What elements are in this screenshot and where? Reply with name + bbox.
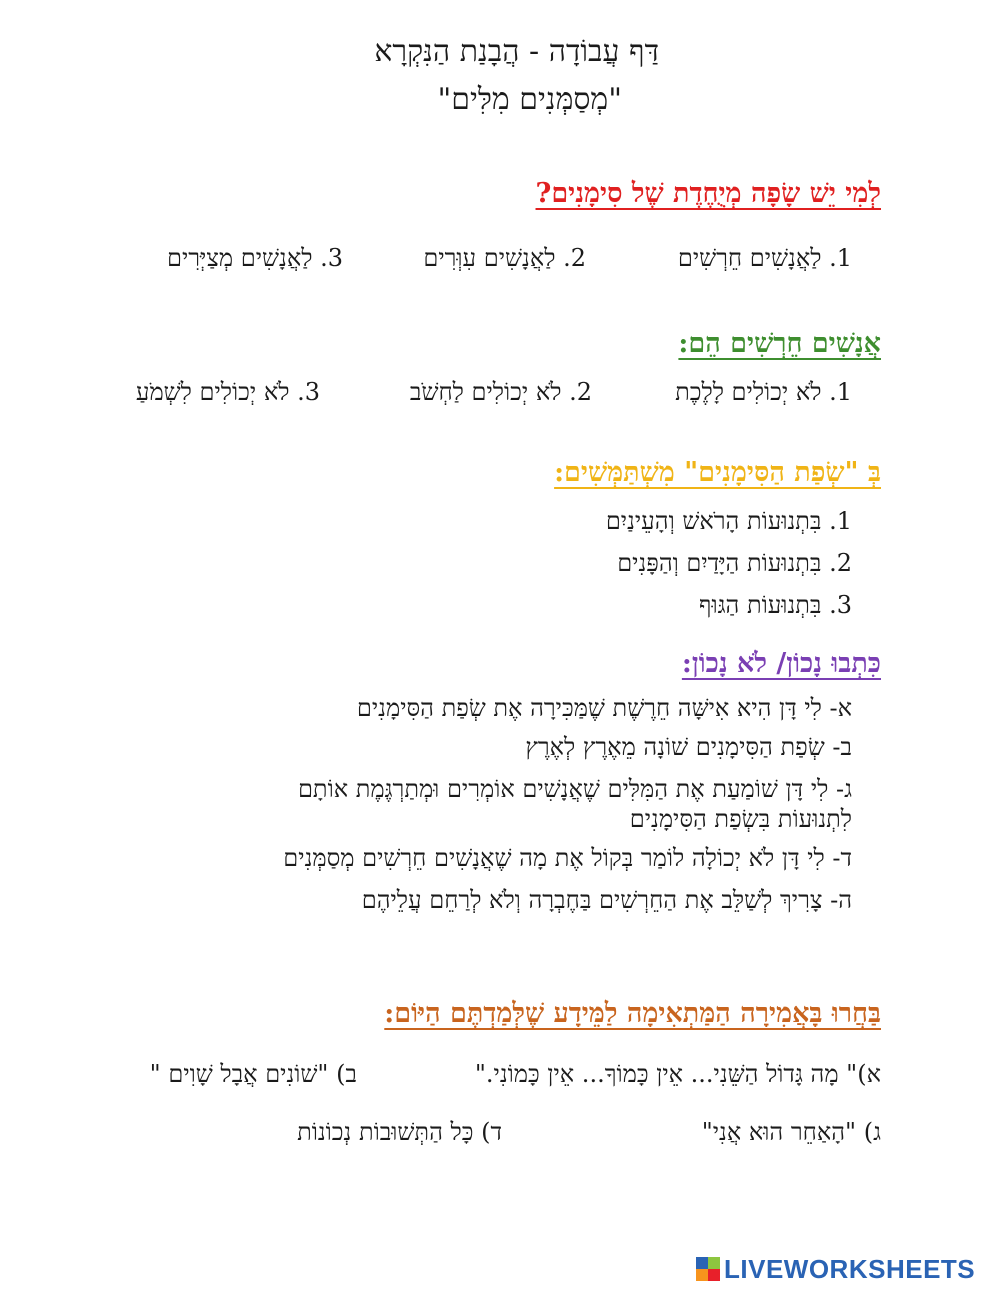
section2-option-3: 3. לֹא יְכוֹלִים לִשְׁמֹעַ: [135, 378, 320, 406]
section1-option-1: 1. לַאֲנָשִׁים חֵרְשִׁים: [677, 244, 852, 272]
page-title-line2: "מְסַמְּנִים מִלִּים": [437, 82, 622, 117]
statement-c: ג- לִי דָּן שׁוֹמַעַת אֶת הַמִּלִּים שֶׁאֲנָשִׁים אוֹמְרִים וּמְתַרְגֶּמֶת אוֹתָם: [297, 775, 852, 803]
choice-c: ג) "הָאַחֵר הוּא אֲנִי": [701, 1118, 881, 1146]
statement-b: ב- שְׂפַת הַסִּימָנִים שׁוֹנָה מֵאֶרֶץ לְאֶרֶץ: [525, 733, 852, 761]
section1-heading: לְמִי יֵשׁ שָׂפָה מְיֻחֶדֶת שֶׁל סִימָנִים?: [535, 178, 881, 209]
liveworksheets-logo-mark-icon: [696, 1257, 720, 1281]
section3-item-2: 2. בִּתְנוּעוֹת הַיָּדַיִם וְהַפָּנִים: [617, 549, 852, 577]
statement-e: ה- צָרִיךְ לְשַׁלֵּב אֶת הַחֵרְשִׁים בַּחֶבְרָה וְלֹא לְרַחֵם עֲלֵיהֶם: [361, 886, 852, 914]
section3-item-1: 1. בִּתְנוּעוֹת הָרֹאשׁ וְהָעֵינַיִם: [605, 507, 852, 535]
section3-heading: בְּ "שְׂפַת הַסִּימָנִים" מִשְׁתַּמְּשִׁים:: [554, 457, 881, 488]
section2-option-1: 1. לֹא יְכוֹלִים לָלֶכֶת: [675, 378, 852, 406]
choice-d: ד) כָּל הַתְּשׁוּבוֹת נְכוֹנוֹת: [297, 1118, 502, 1146]
statement-d: ד- לִי דָּן לֹא יְכוֹלָה לוֹמַר בְּקוֹל אֶת מָה שֶׁאֲנָשִׁים חֵרְשִׁים מְסַמְּנִים: [283, 844, 852, 872]
section2-option-2: 2. לֹא יְכוֹלִים לַחְשֹׁב: [409, 378, 592, 406]
choice-b: ב) "שׁוֹנִים אֲבָל שָׁוִים ": [149, 1060, 357, 1088]
choice-a: א)" מָה גָּדוֹל הַשֵּׁנִי... אֵין כָּמוֹךָ... אֵין כָּמוֹנִי.": [474, 1060, 881, 1088]
section5-heading: בַּחֲרוּ בָּאֲמִירָה הַמַּתְאִימָה לַמֵּידָע שֶׁלְּמַדְתֶּם הַיּוֹם:: [384, 998, 881, 1029]
statement-c-continued: לִתְנוּעוֹת בִּשְׂפַת הַסִּימָנִים: [629, 805, 852, 833]
section1-option-3: 3. לַאֲנָשִׁים מְצַיְּרִים: [166, 244, 343, 272]
section1-option-2: 2. לַאֲנָשִׁים עִוְּרִים: [423, 244, 586, 272]
section2-heading: אֲנָשִׁים חֵרְשִׁים הֵם:: [678, 328, 881, 359]
section4-heading: כִּתְבוּ נָכוֹן/ לֹא נָכוֹן:: [681, 648, 881, 679]
section3-item-3: 3. בִּתְנוּעוֹת הַגּוּף: [699, 591, 852, 619]
liveworksheets-logo: [696, 1254, 975, 1284]
page-title-line1: דַּף עֲבוֹדָה - הֲבָנַת הַנִּקְרָא: [374, 34, 659, 69]
liveworksheets-logo-text: LIVEWORKSHEETS: [724, 1253, 976, 1284]
statement-a: א- לִי דָּן הִיא אִישָּׁה חֵרֶשֶׁת שֶׁמַּכִּירָה אֶת שְׂפַת הַסִּימָנִים: [356, 694, 852, 722]
